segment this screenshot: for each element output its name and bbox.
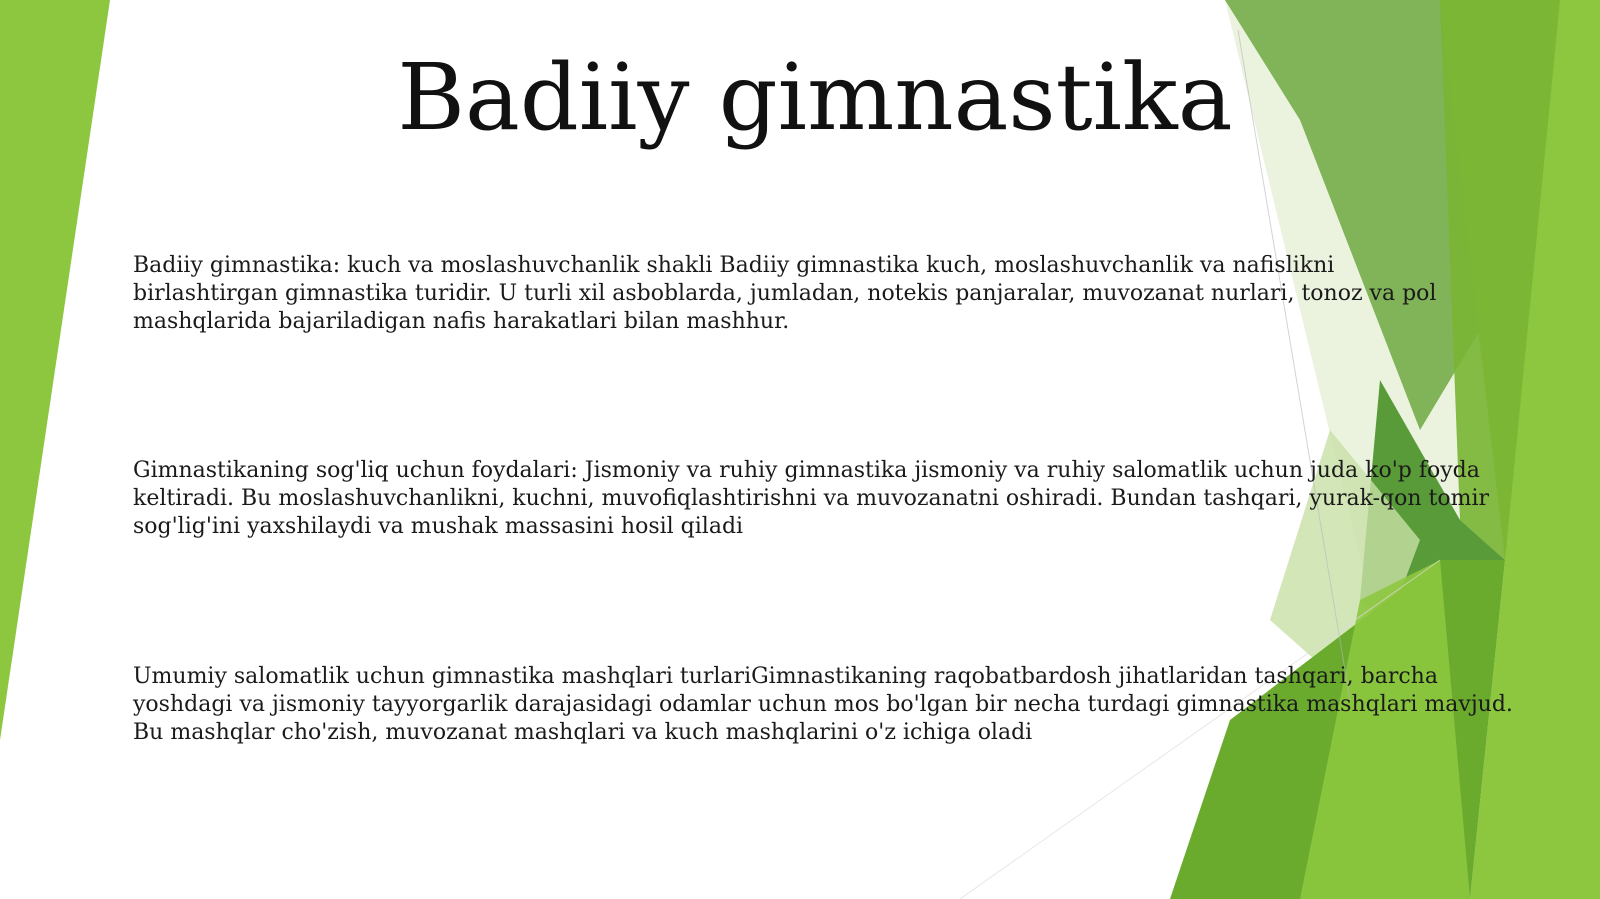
paragraph-health-benefits: Gimnastikaning sog'liq uchun foydalari: Jismoniy va ruhiy gimnastika jismoniy va ruhiy salomatlik uchun juda ko'p foyda keltiradi. Bu moslashuvchanlikni, kuchni, muvofiqlashtirishni va muvozanatni oshiradi. Bundan tashqari, yurak-qon tomir sog'lig'ini yaxshilaydi va mushak massasini hosil qiladi — [133, 458, 1490, 539]
paragraph-badiiy-gimnastika: Badiiy gimnastika: kuch va moslashuvchanlik shakli Badiiy gimnastika kuch, moslashuvchanlik va nafislikni birlashtirgan gimnastika turidir. U turli xil asboblarda, jumladan, notekis panjaralar, muvozanat nurlari, tonoz va pol mashqlarida bajariladigan nafis harakatlari bilan mashhur. — [133, 253, 1437, 334]
slide-title: Badiiy gimnastika — [397, 44, 1233, 151]
paragraph-exercise-types: Umumiy salomatlik uchun gimnastika mashqlari turlariGimnastikaning raqobatbardosh jihatlaridan tashqari, barcha yoshdagi va jismoniy tayyorgarlik darajasidagi odamlar uchun mos bo'lgan bir necha turdagi gimnastika mashqlari mavjud. Bu mashqlar cho'zish, muvozanat mashqlari va kuch mashqlarini o'z ichiga oladi — [133, 664, 1513, 745]
